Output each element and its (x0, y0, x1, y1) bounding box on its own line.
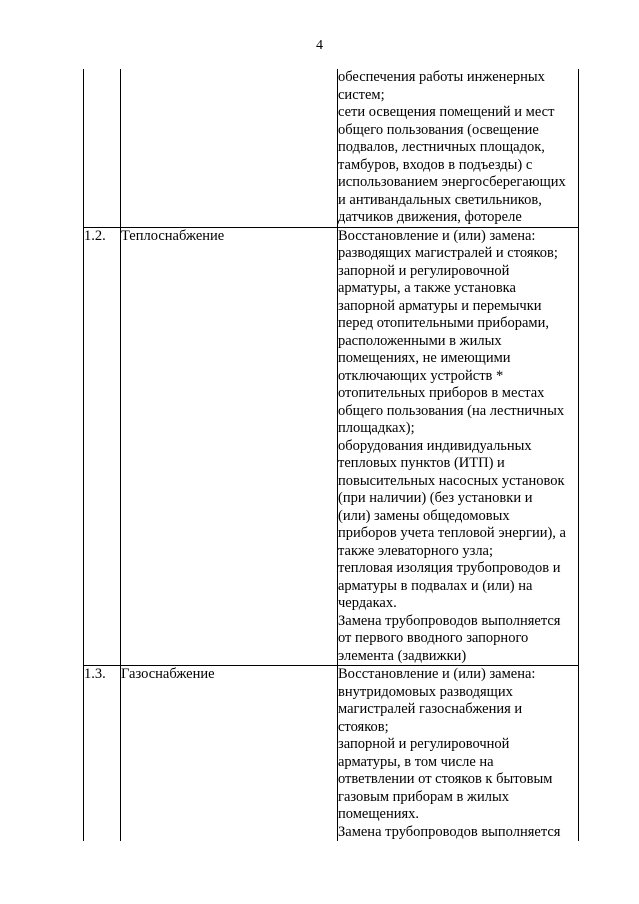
description-line: чердаках. (338, 595, 397, 611)
description-line: (при наличии) (без установки и (338, 490, 533, 506)
description-line: сети освещения помещений и мест (338, 104, 555, 120)
description-line: повысительных насосных установок (338, 472, 565, 489)
row-number-cell: 1.3. (84, 666, 121, 842)
description-line: стояков; (338, 718, 389, 735)
description-line: систем; (338, 86, 385, 103)
description-line: запорной и регулировочной (338, 736, 510, 752)
description-line: магистралей газоснабжения и (338, 701, 523, 717)
table-row (84, 227, 579, 666)
description-line: общего пользования (на лестничных (338, 402, 565, 419)
description-line: также элеваторного узла; (338, 542, 494, 559)
description-line: Восстановление и (или) замена: (338, 227, 536, 244)
description-line: разводящих магистралей и стояков; (338, 245, 558, 261)
description-line: оборудования индивидуальных (338, 437, 532, 454)
page-number: 4 (316, 38, 323, 53)
description-line: элемента (задвижки) (338, 647, 467, 664)
description-line: газовым приборам в жилых (338, 788, 510, 805)
row-number-cell (84, 69, 121, 227)
description-line: ответвлении от стояков к бытовым (338, 771, 553, 787)
description-line: расположенными в жилых (338, 332, 502, 349)
description-line: площадках); (338, 420, 415, 436)
description-line: Замена трубопроводов выполняется (338, 823, 561, 840)
description-line: Восстановление и (или) замена: (338, 666, 536, 682)
description-line: датчиков движения, фотореле (338, 209, 522, 225)
description-line: помещениях. (338, 806, 420, 822)
description-line: подвалов, лестничных площадок, (338, 139, 545, 155)
description-line: внутридомовых разводящих (338, 683, 513, 700)
works-description-cell (338, 227, 579, 666)
works-table (83, 69, 579, 841)
table-row (84, 666, 579, 842)
row-number-cell: 1.2. (84, 227, 121, 666)
works-description-cell (338, 666, 579, 842)
description-line: арматуры в подвалах и (или) на (338, 577, 533, 594)
description-line: арматуры, а также установка (338, 280, 516, 296)
description-line: и антивандальных светильников, (338, 191, 542, 208)
description-line: помещениях, не имеющими (338, 350, 511, 366)
description-line: запорной арматуры и перемычки (338, 297, 542, 314)
description-line: общего пользования (освещение (338, 121, 539, 138)
description-line: запорной и регулировочной (338, 262, 510, 279)
description-line: арматуры, в том числе на (338, 753, 494, 770)
description-line: Замена трубопроводов выполняется (338, 612, 561, 629)
system-name-cell: Теплоснабжение (121, 227, 338, 666)
table-row (84, 69, 579, 227)
description-line: тепловых пунктов (ИТП) и (338, 455, 505, 471)
description-line: отопительных приборов в местах (338, 385, 545, 401)
description-line: использованием энергосберегающих (338, 174, 566, 190)
description-line: (или) замены общедомовых (338, 507, 510, 524)
description-line: перед отопительными приборами, (338, 315, 549, 331)
system-name-cell: Газоснабжение (121, 666, 338, 842)
description-line: обеспечения работы инженерных (338, 69, 545, 85)
description-line: тамбуров, входов в подъезды) с (338, 156, 533, 173)
description-line: тепловая изоляция трубопроводов и (338, 560, 561, 576)
description-line: приборов учета тепловой энергии), а (338, 525, 566, 541)
works-description-cell (338, 69, 579, 227)
description-line: от первого вводного запорного (338, 630, 529, 646)
description-line: отключающих устройств * (338, 367, 504, 384)
system-name-cell (121, 69, 338, 227)
